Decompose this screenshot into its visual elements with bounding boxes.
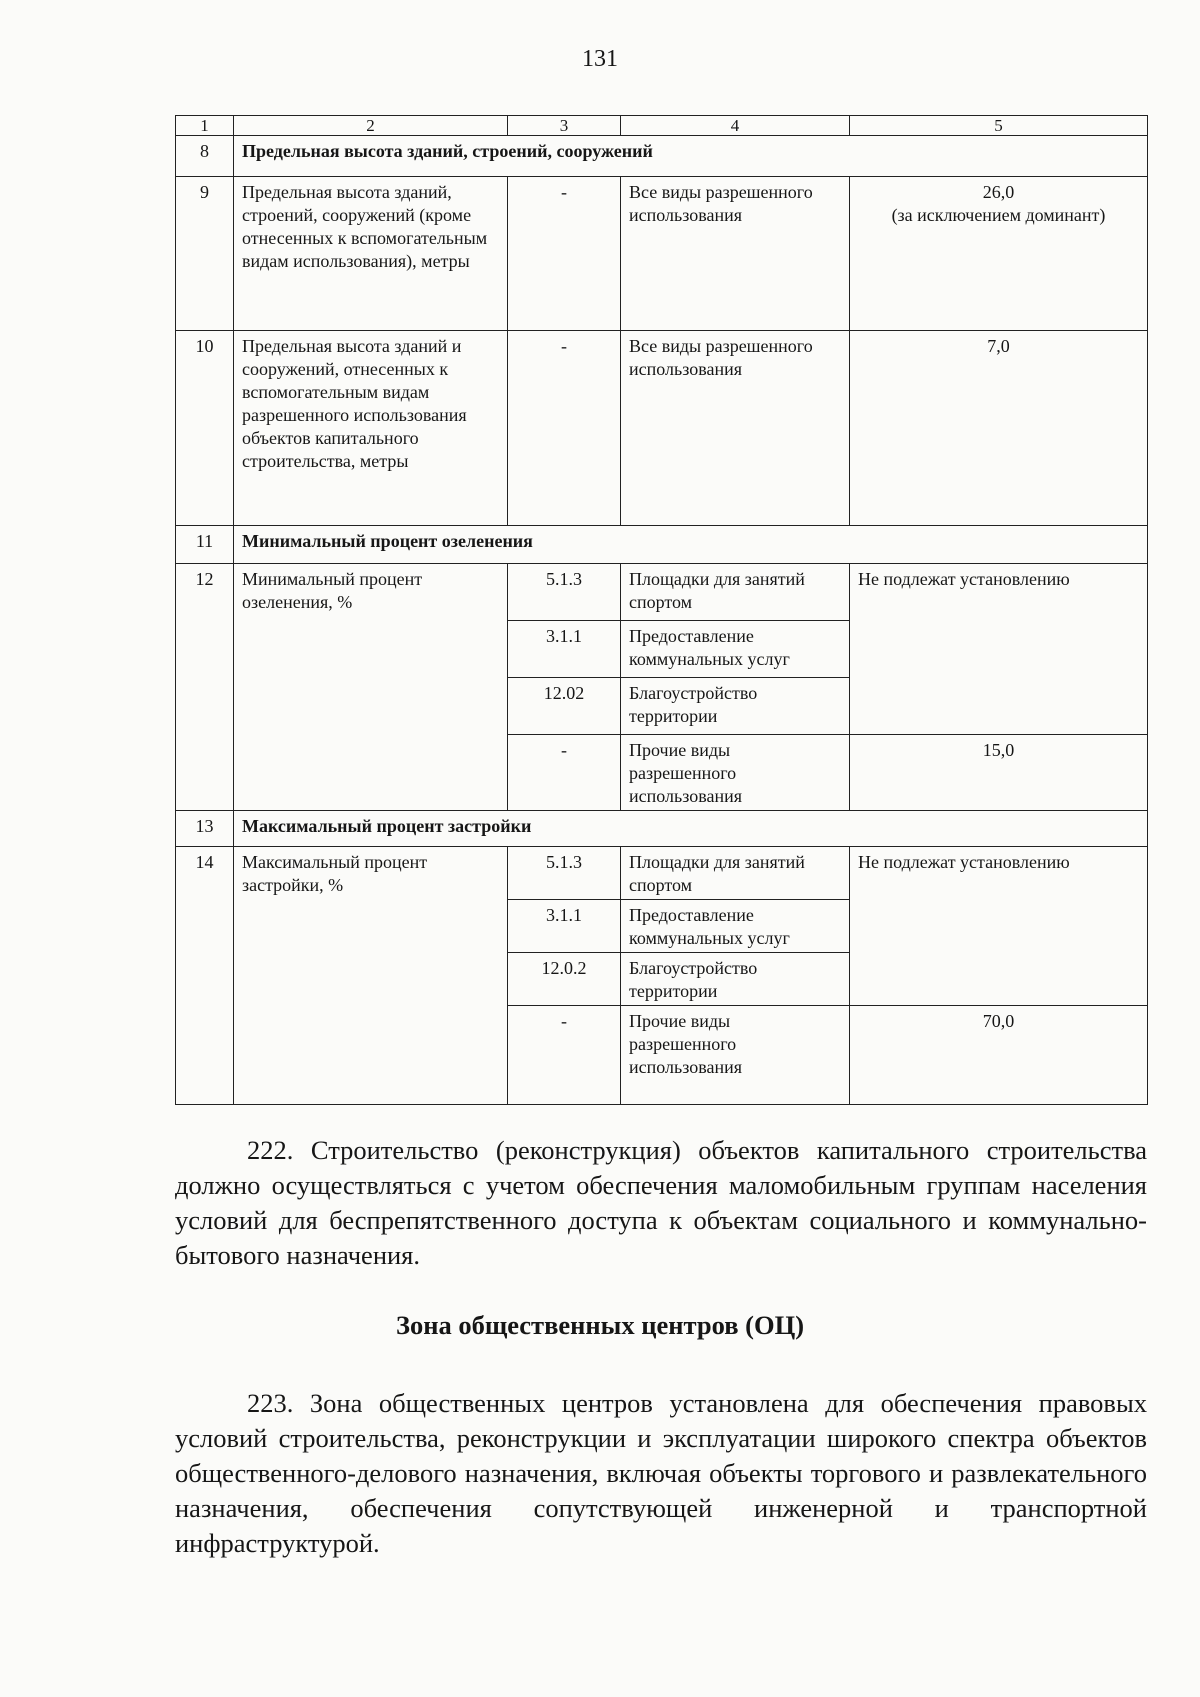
table-row: [176, 177, 1148, 331]
parameter-value: 15,0: [850, 735, 1148, 811]
header-cell: 3: [508, 116, 621, 136]
section-row: [176, 136, 1148, 177]
header-cell: 2: [234, 116, 508, 136]
use-code: 5.1.3: [508, 564, 621, 621]
section-title: Предельная высота зданий, строений, сооружений: [234, 136, 1148, 177]
parameter-value: Не подлежат установлению: [850, 564, 1148, 735]
use-code: 3.1.1: [508, 900, 621, 953]
use-type: Все виды разрешенного использования: [621, 177, 850, 331]
parameter-name: Минимальный процент озеленения, %: [234, 564, 508, 811]
use-code: 5.1.3: [508, 847, 621, 900]
table-row: [176, 847, 1148, 900]
section-row: [176, 526, 1148, 564]
zone-heading: Зона общественных центров (ОЦ): [395, 1310, 805, 1340]
table-row: [176, 564, 1148, 621]
parameter-value: 70,0: [850, 1006, 1148, 1105]
row-number: 13: [176, 811, 234, 847]
page-number: 131: [582, 46, 618, 72]
header-cell: 5: [850, 116, 1148, 136]
use-type: Благоустройство территории: [621, 678, 850, 735]
use-code: 12.0.2: [508, 953, 621, 1006]
row-number: 8: [176, 136, 234, 177]
row-number: 12: [176, 564, 234, 811]
use-code: -: [508, 331, 621, 526]
use-type: Прочие виды разрешенного использования: [621, 1006, 850, 1105]
parameter-name: Предельная высота зданий и сооружений, отнесенных к вспомогательным видам разрешенного использования объектов капитального строительства, метры: [234, 331, 508, 526]
use-type: Прочие виды разрешенного использования: [621, 735, 850, 811]
use-code: 12.02: [508, 678, 621, 735]
parameter-name: Максимальный процент застройки, %: [234, 847, 508, 1105]
table-row: [176, 331, 1148, 526]
table-header-row: [176, 116, 1148, 136]
use-code: -: [508, 735, 621, 811]
paragraph-223-text: 223. Зона общественных центров установлена для обеспечения правовых условий строительства, реконструкции и эксплуатации широкого спектра объектов общественного-делового назначения, включая объекты торгового и развлекательного назначения, обеспечения сопутствующей инженерной и транспортной инфраструктурой.: [175, 1388, 1147, 1558]
use-type: Предоставление коммунальных услуг: [621, 900, 850, 953]
use-type: Площадки для занятий спортом: [621, 847, 850, 900]
parameter-value: [850, 177, 1148, 331]
use-type: Все виды разрешенного использования: [621, 331, 850, 526]
paragraph-222-text: 222. Строительство (реконструкция) объектов капитального строительства должно осуществляться с учетом обеспечения маломобильным группам населения условий для беспрепятственного доступа к объектам социального и коммунально-бытового назначения.: [175, 1135, 1147, 1270]
row-number: 14: [176, 847, 234, 1105]
parameter-value: 7,0: [850, 331, 1148, 526]
header-cell: 4: [621, 116, 850, 136]
parameter-value: Не подлежат установлению: [850, 847, 1148, 1006]
paragraph-223: [175, 1386, 1147, 1561]
section-title: Минимальный процент озеленения: [234, 526, 1148, 564]
row-number: 10: [176, 331, 234, 526]
value-note: (за исключением доминант): [891, 205, 1106, 226]
parameter-name: Предельная высота зданий, строений, сооружений (кроме отнесенных к вспомогательным видам использования), метры: [234, 177, 508, 331]
row-number: 9: [176, 177, 234, 331]
section-row: [176, 811, 1148, 847]
paragraph-222: [175, 1133, 1147, 1273]
header-cell: 1: [176, 116, 234, 136]
regulations-table: [175, 115, 1148, 1105]
use-code: 3.1.1: [508, 621, 621, 678]
section-title: Максимальный процент застройки: [234, 811, 1148, 847]
use-type: Благоустройство территории: [621, 953, 850, 1006]
use-type: Площадки для занятий спортом: [621, 564, 850, 621]
row-number: 11: [176, 526, 234, 564]
use-code: -: [508, 1006, 621, 1105]
use-type: Предоставление коммунальных услуг: [621, 621, 850, 678]
use-code: -: [508, 177, 621, 331]
value-number: 26,0: [982, 182, 1015, 202]
